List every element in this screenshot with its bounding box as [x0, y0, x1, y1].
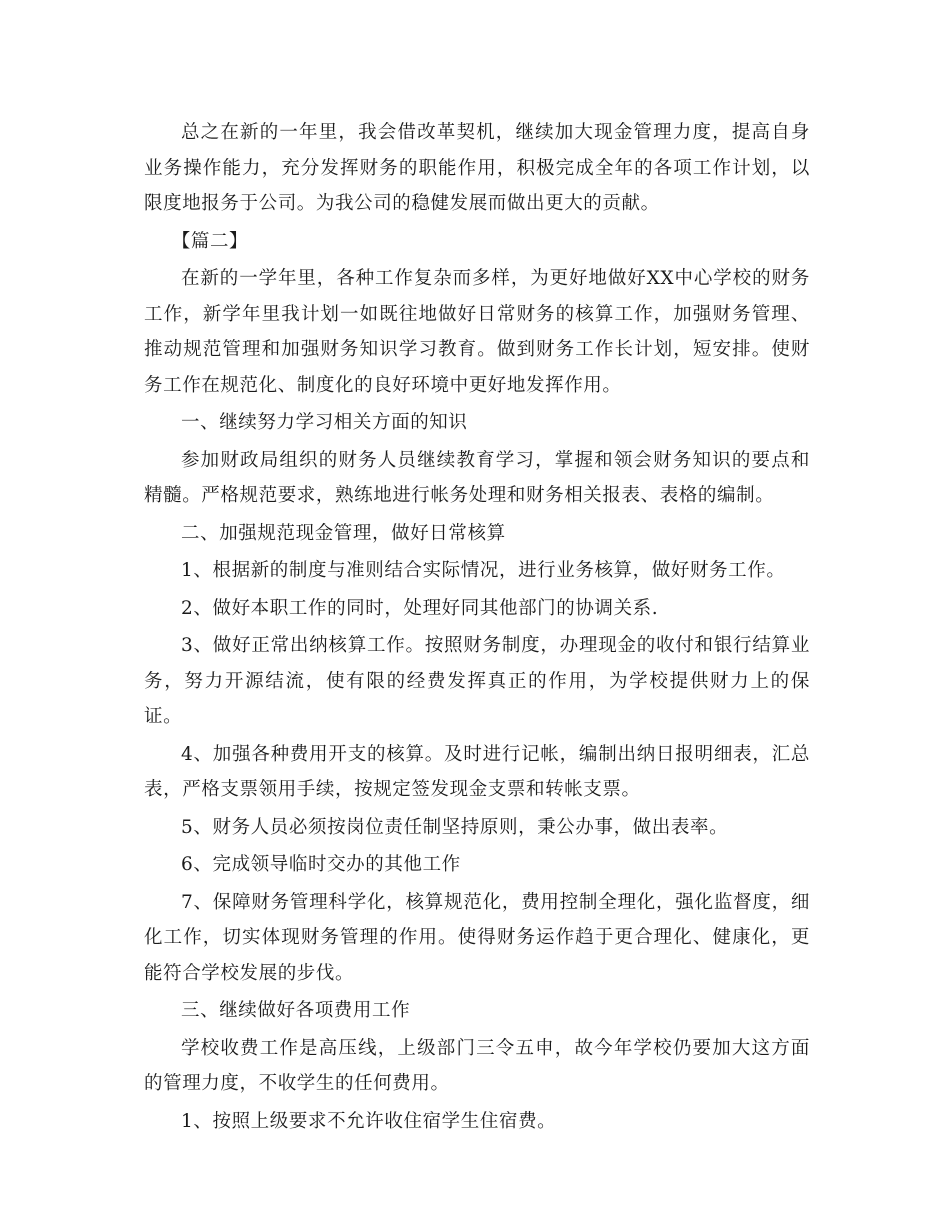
paragraph-conclusion: 总之在新的一年里，我会借改革契机，继续加大现金管理力度，提高自身业务操作能力，充分发挥财务的职能作用，积极完成全年的各项工作计划，以限度地报务于公司。为我公司的稳健发展而做出更大的贡献。 — [144, 122, 810, 214]
heading-section-2: 二、加强规范现金管理，做好日常核算 — [181, 522, 506, 544]
paragraph-section-1: 参加财政局组织的财务人员继续教育学习，掌握和领会财务知识的要点和精髓。严格规范要求，熟练地进行帐务处理和财务相关报表、表格的编制。 — [144, 449, 810, 506]
list-item-3-1: 1、按照上级要求不允许收住宿学生住宿费。 — [181, 1110, 557, 1132]
list-item-2-3: 3、做好正常出纳核算工作。按照财务制度，办理现金的收付和银行结算业务，努力开源结流，使有限的经费发挥真正的作用，为学校提供财力上的保证。 — [144, 635, 810, 727]
paragraph-intro: 在新的一学年里，各种工作复杂而多样，为更好地做好XX中心学校的财务工作，新学年里我计划一如既往地做好日常财务的核算工作，加强财务管理、推动规范管理和加强财务知识学习教育。做到财务工作长计划，短安排。使财务工作在规范化、制度化的良好环境中更好地发挥作用。 — [144, 268, 810, 396]
section-title-part-two: 【篇二】 — [171, 230, 249, 252]
heading-section-1: 一、继续努力学习相关方面的知识 — [181, 412, 468, 433]
list-item-2-1: 1、根据新的制度与准则结合实际情况，进行业务核算，做好财务工作。 — [181, 560, 786, 581]
list-item-2-2: 2、做好本职工作的同时，处理好同其他部门的协调关系. — [181, 597, 659, 619]
list-item-2-4: 4、加强各种费用开支的核算。及时进行记帐，编制出纳日报明细表，汇总表，严格支票领用手续，按规定签发现金支票和转帐支票。 — [144, 743, 810, 800]
list-item-2-5: 5、财务人员必须按岗位责任制坚持原则，秉公办事，做出表率。 — [181, 816, 729, 838]
list-item-2-6: 6、完成领导临时交办的其他工作 — [181, 854, 461, 875]
document-page — [144, 115, 810, 1141]
heading-section-3: 三、继续做好各项费用工作 — [181, 1000, 411, 1021]
list-item-2-7: 7、保障财务管理科学化，核算规范化，费用控制全理化，强化监督度，细化工作，切实体现财务管理的作用。使得财务运作趋于更合理化、健康化，更能符合学校发展的步伐。 — [144, 891, 810, 984]
paragraph-section-3: 学校收费工作是高压线，上级部门三令五申，故今年学校仍要加大这方面的管理力度，不收学生的任何费用。 — [144, 1037, 810, 1094]
